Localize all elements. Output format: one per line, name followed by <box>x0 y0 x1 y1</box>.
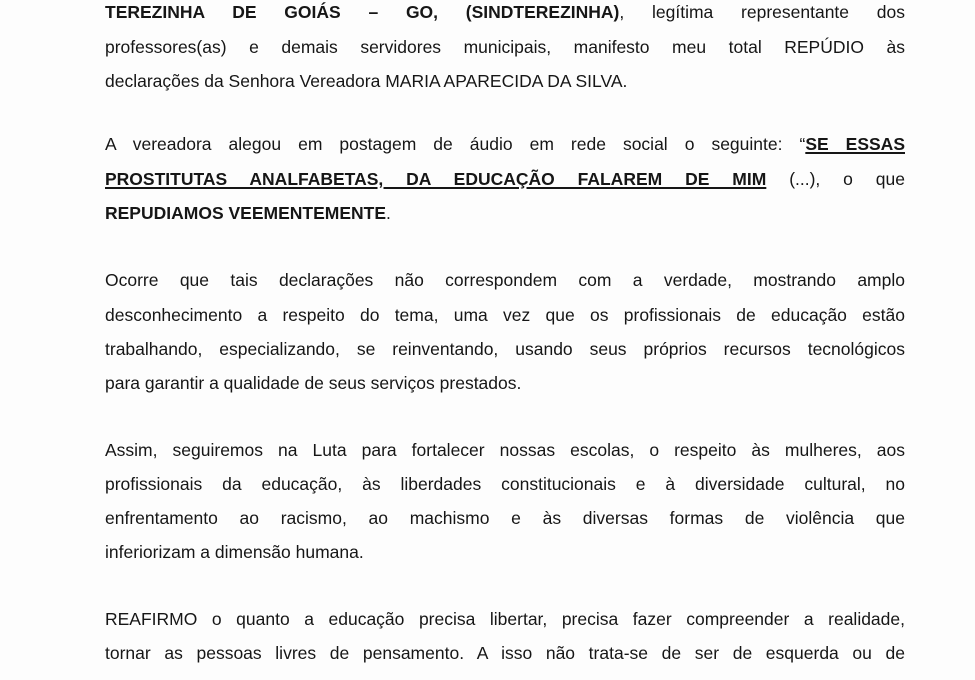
paragraph-2-line-2-rest: (...), o que <box>766 169 905 189</box>
quote-start: SE ESSAS <box>805 134 905 154</box>
paragraph-5-line-2: tornar as pessoas livres de pensamento. A isso não trata-se de ser de esquerda ou de <box>105 643 905 663</box>
paragraph-2-line-1-text: A vereadora alegou em postagem de áudio em rede social o seguinte: “ <box>105 134 806 154</box>
quote-middle: PROSTITUTAS ANALFABETAS, DA EDUCAÇÃO FALAREM DE MIM <box>105 169 767 189</box>
paragraph-2-line-3 <box>105 202 905 224</box>
paragraph-3-line-4: para garantir a qualidade de seus serviços prestados. <box>105 373 522 393</box>
paragraph-4-line-2: profissionais da educação, às liberdades constitucionais e à diversidade cultural, no <box>105 474 905 494</box>
repudio-statement: REPUDIAMOS VEEMENTEMENTE <box>105 203 386 223</box>
paragraph-5-line-1: REAFIRMO o quanto a educação precisa libertar, precisa fazer compreender a realidade, <box>105 609 905 629</box>
paragraph-1-line-1-rest: , legítima representante dos <box>619 2 905 22</box>
paragraph-3-line-2: desconhecimento a respeito do tema, uma vez que os profissionais de educação estão <box>105 305 905 325</box>
paragraph-1-line-3: declarações da Senhora Vereadora MARIA APARECIDA DA SILVA. <box>105 71 628 91</box>
paragraph-2-line-1 <box>105 133 905 155</box>
paragraph-4-line-3: enfrentamento ao racismo, ao machismo e às diversas formas de violência que <box>105 508 905 528</box>
paragraph-1-line-1 <box>105 1 905 23</box>
paragraph-2-line-2 <box>105 168 905 190</box>
paragraph-4-line-1: Assim, seguiremos na Luta para fortalecer nossas escolas, o respeito às mulheres, aos <box>105 440 905 460</box>
union-name: TEREZINHA DE GOIÁS – GO, (SINDTEREZINHA) <box>105 2 620 22</box>
paragraph-2-line-3-rest: . <box>386 203 391 223</box>
paragraph-3-line-1: Ocorre que tais declarações não correspondem com a verdade, mostrando amplo <box>105 270 905 290</box>
paragraph-3-line-3: trabalhando, especializando, se reinventando, usando seus próprios recursos tecnológicos <box>105 339 905 359</box>
paragraph-4-line-4: inferiorizam a dimensão humana. <box>105 542 364 562</box>
paragraph-1-line-2: professores(as) e demais servidores municipais, manifesto meu total REPÚDIO às <box>105 37 905 57</box>
